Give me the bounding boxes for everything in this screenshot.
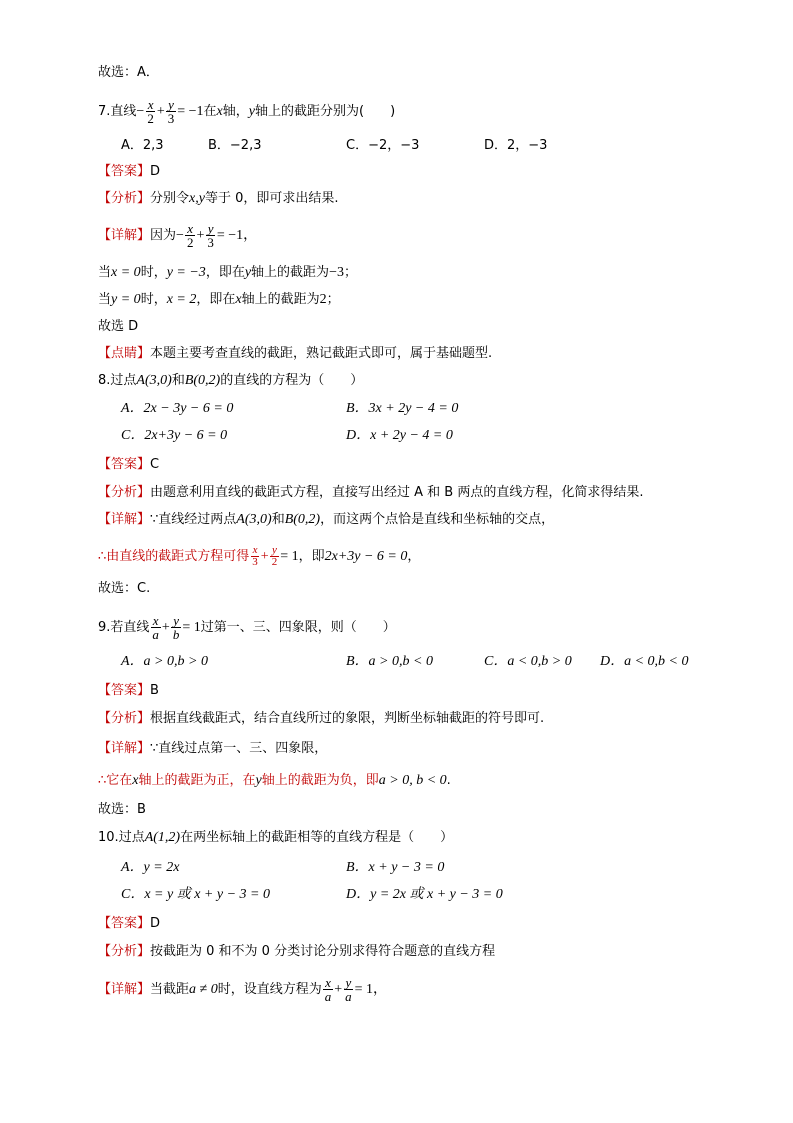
q9-analysis: 【分析】根据直线截距式，结合直线所过的象限，判断坐标轴截距的符号即可. xyxy=(98,711,545,726)
q7-stem: 7.直线− $\frac{x}{2}$ + $\frac{y}{3}$ = −1在x轴，y轴上的截距分别为( ) xyxy=(98,97,396,126)
q7-option-a: A．2,3 xyxy=(121,138,164,153)
q10-detail: 【详解】当截距a ≠ 0时，设直线方程为 $\frac{x}{a}$ + $\frac{y}{a}$ = 1， xyxy=(98,975,388,1004)
q9-answer: 【答案】B xyxy=(98,683,159,698)
q7-line-1: 当x = 0时，y = −3，即在y轴上的截距为−3； xyxy=(98,265,357,280)
q10-stem: 10.过点A(1,2)在两坐标轴上的截距相等的直线方程是（ ） xyxy=(98,830,454,845)
q7-option-b: B．−2,3 xyxy=(208,138,262,153)
q7-detail: 【详解】因为− $\frac{x}{2}$ + $\frac{y}{3}$ = −1， xyxy=(98,221,258,250)
q7-conclusion: 故选 D xyxy=(98,319,139,334)
q7-analysis: 【分析】分别令x,y等于 0，即可求出结果. xyxy=(98,191,339,206)
q9-line: ∴它在x轴上的截距为正，在y轴上的截距为负，即a > 0, b < 0. xyxy=(98,773,451,788)
q9-detail: 【详解】∵直线过点第一、三、四象限， xyxy=(98,741,328,756)
q7-frac-y3: $\frac{y}{3}$ xyxy=(167,97,175,126)
q8-option-d: D．x + 2y − 4 = 0 xyxy=(346,428,453,443)
q9-stem: 9.若直线 $\frac{x}{a}$ + $\frac{y}{b}$ = 1过第一、三、四象限，则（ ） xyxy=(98,613,396,642)
q8-stem: 8.过点A(3,0)和B(0,2)的直线的方程为（ ） xyxy=(98,373,364,388)
q9-option-d: D．a < 0,b < 0 xyxy=(600,654,689,669)
q8-analysis: 【分析】由题意利用直线的截距式方程，直接写出经过 A 和 B 两点的直线方程，化简求得结果. xyxy=(98,485,644,500)
q7-answer: 【答案】D xyxy=(98,164,161,179)
q8-answer: 【答案】C xyxy=(98,457,160,472)
q8-option-b: B．3x + 2y − 4 = 0 xyxy=(346,401,459,416)
q8-conclusion: 故选：C. xyxy=(98,581,151,596)
q8-option-c: C．2x+3y − 6 = 0 xyxy=(121,428,228,443)
q10-option-b: B．x + y − 3 = 0 xyxy=(346,860,445,875)
q10-answer: 【答案】D xyxy=(98,916,161,931)
q8-line: ∴由直线的截距式方程可得 $\frac{x}{3}$ + $\frac{y}{2}$ = 1，即2x+3y − 6 = 0， xyxy=(98,544,421,568)
q7-line-2: 当y = 0时，x = 2，即在x轴上的截距为2； xyxy=(98,292,340,307)
q10-option-d: D．y = 2x 或 x + y − 3 = 0 xyxy=(346,887,503,902)
q9-conclusion: 故选：B xyxy=(98,802,146,817)
q9-option-b: B．a > 0,b < 0 xyxy=(346,654,433,669)
q10-option-a: A．y = 2x xyxy=(121,860,180,875)
q8-option-a: A．2x − 3y − 6 = 0 xyxy=(121,401,234,416)
q8-detail: 【详解】∵直线经过两点A(3,0)和B(0,2)，而这两个点恰是直线和坐标轴的交点， xyxy=(98,512,555,527)
q9-option-c: C．a < 0,b > 0 xyxy=(484,654,572,669)
q7-frac-x2: $\frac{x}{2}$ xyxy=(147,97,154,126)
q6-conclusion: 故选：A． xyxy=(98,65,159,80)
q10-analysis: 【分析】按截距为 0 和不为 0 分类讨论分别求得符合题意的直线方程 xyxy=(98,944,496,959)
q7-option-c: C．−2，−3 xyxy=(346,138,420,153)
q7-comment: 【点睛】本题主要考查直线的截距，熟记截距式即可，属于基础题型. xyxy=(98,346,493,361)
q9-option-a: A．a > 0,b > 0 xyxy=(121,654,208,669)
q7-option-d: D．2，−3 xyxy=(484,138,548,153)
q10-option-c: C．x = y 或 x + y − 3 = 0 xyxy=(121,887,270,902)
